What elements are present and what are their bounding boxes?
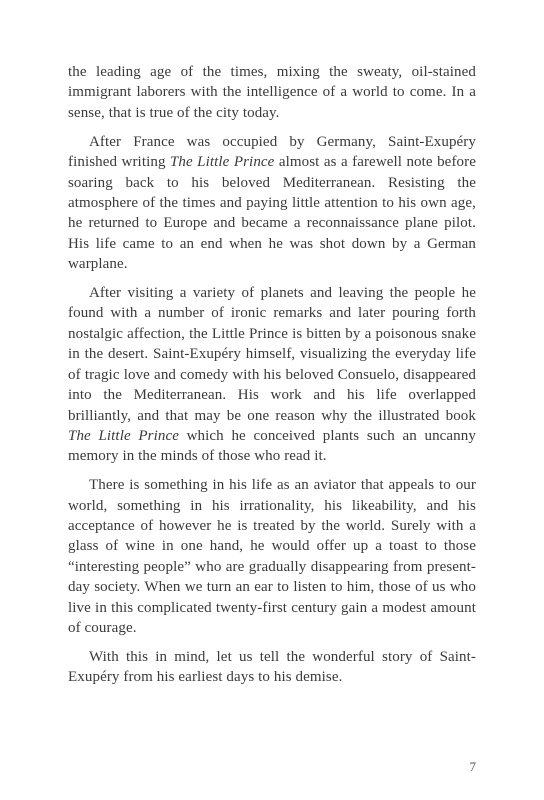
book-title-italic: The Little Prince: [68, 427, 179, 444]
paragraph-3-text-b: which he conceived plants such an uncanny memory in the minds of those who read it.: [68, 427, 476, 465]
body-text: [68, 62, 476, 696]
paragraph-2: [68, 132, 476, 275]
paragraph-3-text-a: After visiting a variety of planets and leaving the people he found with a number of ironic remarks and later pouring forth nostalgic affection, the Little Prince is bitten by a poisonous snake in the desert. Saint-Exupéry himself, visualizing the everyday life of tragic love and comedy with his beloved Consuelo, disappeared into the Mediterranean. His work and his life overlapped brilliantly, and that may be one reason why the illustrated book: [68, 285, 476, 424]
paragraph-5: [68, 647, 476, 688]
paragraph-1: [68, 62, 476, 123]
paragraph-3: [68, 283, 476, 467]
paragraph-2-text-a: After France was occupied by Germany, Saint-Exupéry finished writing: [68, 133, 476, 171]
paragraph-4: [68, 475, 476, 638]
paragraph-2-text-b: almost as a farewell note before soaring back to his beloved Mediterranean. Resisting the atmosphere of the times and paying little attention to his own age, he returned to Europe and became a reconnaissance plane pilot. His life came to an end when he was shot down by a German warplane.: [68, 154, 476, 273]
paragraph-5-text: With this in mind, let us tell the wonderful story of Saint-Exupéry from his earliest days to his demise.: [68, 648, 476, 686]
paragraph-4-text: There is something in his life as an aviator that appeals to our world, something in his irrationality, his likeability, and his acceptance of however he is treated by the world. Surely with a glass of wine in one hand, he would offer up a toast to those “interesting people” who are gradually disappearing from present-day society. When we turn an ear to listen to him, those of us who live in this complicated twenty-first century gain a modest amount of courage.: [68, 477, 476, 637]
paragraph-1-text: the leading age of the times, mixing the sweaty, oil-stained immigrant laborers with the intelligence of a world to come. In a sense, that is true of the city today.: [68, 64, 476, 121]
book-title-italic: The Little Prince: [169, 154, 275, 171]
page-number: 7: [469, 759, 476, 774]
